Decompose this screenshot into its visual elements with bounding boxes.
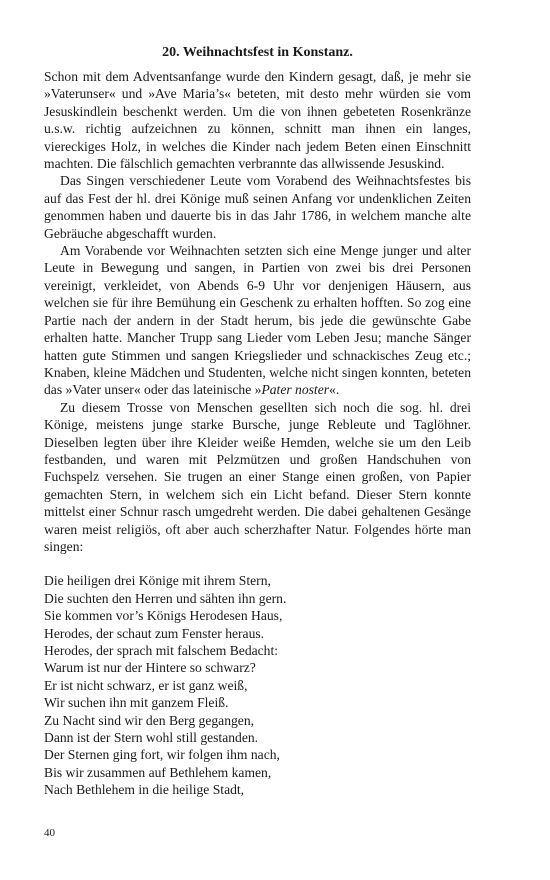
paragraph-christmas-eve-text: Am Vorabende vor Weihnachten setzten sich eine Menge junger und alter Leute in Bewegung und sangen, in Partien von zwei bis drei Personen vereinigt, verkleidet, von Abends 6-9 Uhr vor denjenigen Häusern, aus welchen sie für ihre Bemühung ein Geschenk zu erhalten hofften. So zog eine Partie nach der andern in der Stadt herum, bis jede die gewünschte Gabe erhalten hatte. Mancher Trupp sang Lieder vom Leben Jesu; manche Sänger hatten gute Stimmen und sangen Kriegslieder und schnackisches Zeug etc.; Knaben, kleine Mädchen und Studenten, welche nicht singen konnten, beteten das »Vater unser« oder das lateinische » xyxy=(44,243,471,398)
book-page xyxy=(44,44,471,799)
poem-line: Dann ist der Stern wohl still gestanden. xyxy=(44,730,259,746)
poem-line: Nach Bethlehem in die heilige Stadt, xyxy=(44,782,245,798)
poem-line: Die heiligen drei Könige mit ihrem Stern, xyxy=(44,573,271,589)
poem-line: Die suchten den Herren und sähten ihn gern. xyxy=(44,590,287,606)
paragraph-christmas-eve xyxy=(44,242,471,399)
poem-line: Er ist nicht schwarz, er ist ganz weiß, xyxy=(44,677,248,693)
song-verse xyxy=(44,572,471,798)
latin-phrase-close: «. xyxy=(329,382,340,398)
poem-line: Der Sternen ging fort, wir folgen ihm nach, xyxy=(44,747,280,763)
poem-line: Wir suchen ihn mit ganzem Fleiß. xyxy=(44,695,229,711)
paragraph-three-kings: Zu diesem Trosse von Menschen gesellten sich noch die sog. hl. drei Könige, meistens junge starke Bursche, junge Rebleute und Taglöhner. Dieselben legten über ihre Kleider weiße Hemden, welche sie um den Leib festbanden, und waren mit Pelzmützen und großen Handschuhen von Fuchspelz versehen. Sie trugen an einer Stange einen großen, von Papier gemachten Stern, in welchem sich ein Licht befand. Dieser Stern konnte mittelst einer Schnur rasch umgedreht werden. Die dabei gehaltenen Gesänge waren meist religiös, oft aber auch scherzhafter Natur. Folgendes hörte man singen: xyxy=(44,399,471,554)
poem-line: Sie kommen vor’s Königs Herodesen Haus, xyxy=(44,608,283,624)
paragraph-singing-history: Das Singen verschiedener Leute vom Vorabend des Weihnachtsfestes bis auf das Fest der hl. drei Könige muß seinen Anfang vor undenklichen Zeiten genommen haben und dauerte bis in das Jahr 1786, in welchem manche alte Gebräuche abgeschafft wurden. xyxy=(44,173,471,241)
poem-line: Herodes, der sprach mit falschem Bedacht: xyxy=(44,643,279,658)
page-number: 40 xyxy=(44,827,55,839)
chapter-heading: 20. Weihnachtsfest in Konstanz. xyxy=(162,45,353,60)
poem-line: Warum ist nur der Hintere so schwarz? xyxy=(44,660,256,676)
poem-line: Herodes, der schaut zum Fenster heraus. xyxy=(44,625,265,641)
paragraph-advent: Schon mit dem Adventsanfange wurde den Kindern gesagt, daß, je mehr sie »Vaterunser« und »Ave Maria’s« beteten, mit desto mehr würden sie vom Jesuskindlein beschenkt werden. Um die von ihnen gebeteten Rosenkränze u.s.w. richtig aufzeichnen zu können, schnitt man ihnen ein langes, viereckiges Holz, in welches die Kinder nach jedem Beten einen Einschnitt machten. Die fälschlich gemachten verbrannte das allwissende Jesuskind. xyxy=(44,69,471,172)
poem-line: Bis wir zusammen auf Bethlehem kamen, xyxy=(44,764,272,780)
poem-line: Zu Nacht sind wir den Berg gegangen, xyxy=(44,712,255,728)
latin-phrase: Pater noster xyxy=(261,382,330,398)
